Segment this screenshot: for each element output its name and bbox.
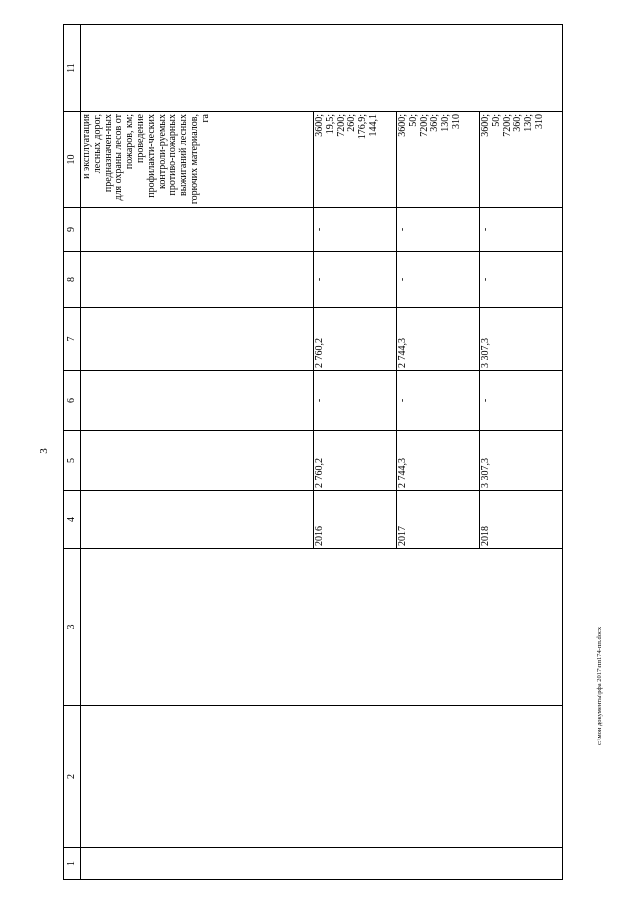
value-cell: - (397, 208, 480, 252)
volume-line: 260; (346, 114, 358, 132)
value-cell: - (397, 371, 480, 431)
year-cell: 2016 (314, 491, 397, 549)
column-header: 8 (64, 252, 81, 308)
volume-line: 130; (523, 114, 535, 132)
volume-line: 19,5; (324, 114, 336, 135)
value-cell: - (480, 208, 563, 252)
column-header: 11 (64, 25, 81, 112)
footer-path: c:\мои документы\рфа 2017\пп174-пп.docx (596, 626, 603, 745)
value-cell: 2 760,2 (314, 431, 397, 491)
column-header: 3 (64, 549, 81, 706)
column-header: 5 (64, 431, 81, 491)
header-row (64, 25, 81, 880)
volume-cell (480, 112, 563, 208)
year-cell: 2017 (397, 491, 480, 549)
value-cell: - (480, 252, 563, 308)
cell-col3 (81, 549, 563, 706)
column-header: 2 (64, 706, 81, 848)
volume-cell (397, 112, 480, 208)
value-cell: 2 744,3 (397, 308, 480, 371)
cell-col9 (81, 208, 314, 252)
volume-line: 144,1 (367, 114, 379, 137)
value-cell: - (480, 371, 563, 431)
volume-line: 7200; (418, 114, 430, 137)
volume-cell (314, 112, 397, 208)
column-header: 1 (64, 848, 81, 880)
cell-col7 (81, 308, 314, 371)
cell-col2 (81, 706, 563, 848)
value-cell: - (314, 371, 397, 431)
cell-col11 (81, 25, 563, 112)
value-cell: 2 760,2 (314, 308, 397, 371)
cell-col5 (81, 431, 314, 491)
volume-line: 310 (450, 114, 462, 129)
value-cell: 2 744,3 (397, 431, 480, 491)
cell-col1 (81, 848, 563, 880)
value-cell: - (314, 208, 397, 252)
column-header: 9 (64, 208, 81, 252)
volume-line: 3600; (397, 114, 408, 137)
column-header: 4 (64, 491, 81, 549)
volume-line: 50; (490, 114, 502, 127)
volume-line: 7200; (501, 114, 513, 137)
cell-col8 (81, 252, 314, 308)
value-cell: 3 307,3 (480, 431, 563, 491)
cell-col4 (81, 491, 314, 549)
year-cell: 2018 (480, 491, 563, 549)
description-text: и эксплуатация лесных дорог, предназначен-ных для охраны лесов от пожаров, км; проведение профилакти-ческих контроли-руемых противо-пожарных выжиганий лесных горючих материалов, га (81, 112, 314, 208)
volume-line: 3600; (314, 114, 325, 137)
data-table (63, 24, 563, 880)
value-cell: 3 307,3 (480, 308, 563, 371)
volume-line: 3600; (480, 114, 491, 137)
volume-line: 360; (512, 114, 524, 132)
column-header: 10 (64, 112, 81, 208)
volume-line: 50; (407, 114, 419, 127)
page-number: 3 (38, 448, 50, 454)
column-header: 7 (64, 308, 81, 371)
rotated-table-container (63, 25, 563, 880)
volume-line: 310 (533, 114, 545, 129)
volume-line: 176,9; (357, 114, 369, 140)
cell-col6 (81, 371, 314, 431)
column-header: 6 (64, 371, 81, 431)
volume-line: 130; (440, 114, 452, 132)
description-row (81, 25, 314, 880)
value-cell: - (314, 252, 397, 308)
volume-line: 360; (429, 114, 441, 132)
value-cell: - (397, 252, 480, 308)
volume-line: 7200; (335, 114, 347, 137)
